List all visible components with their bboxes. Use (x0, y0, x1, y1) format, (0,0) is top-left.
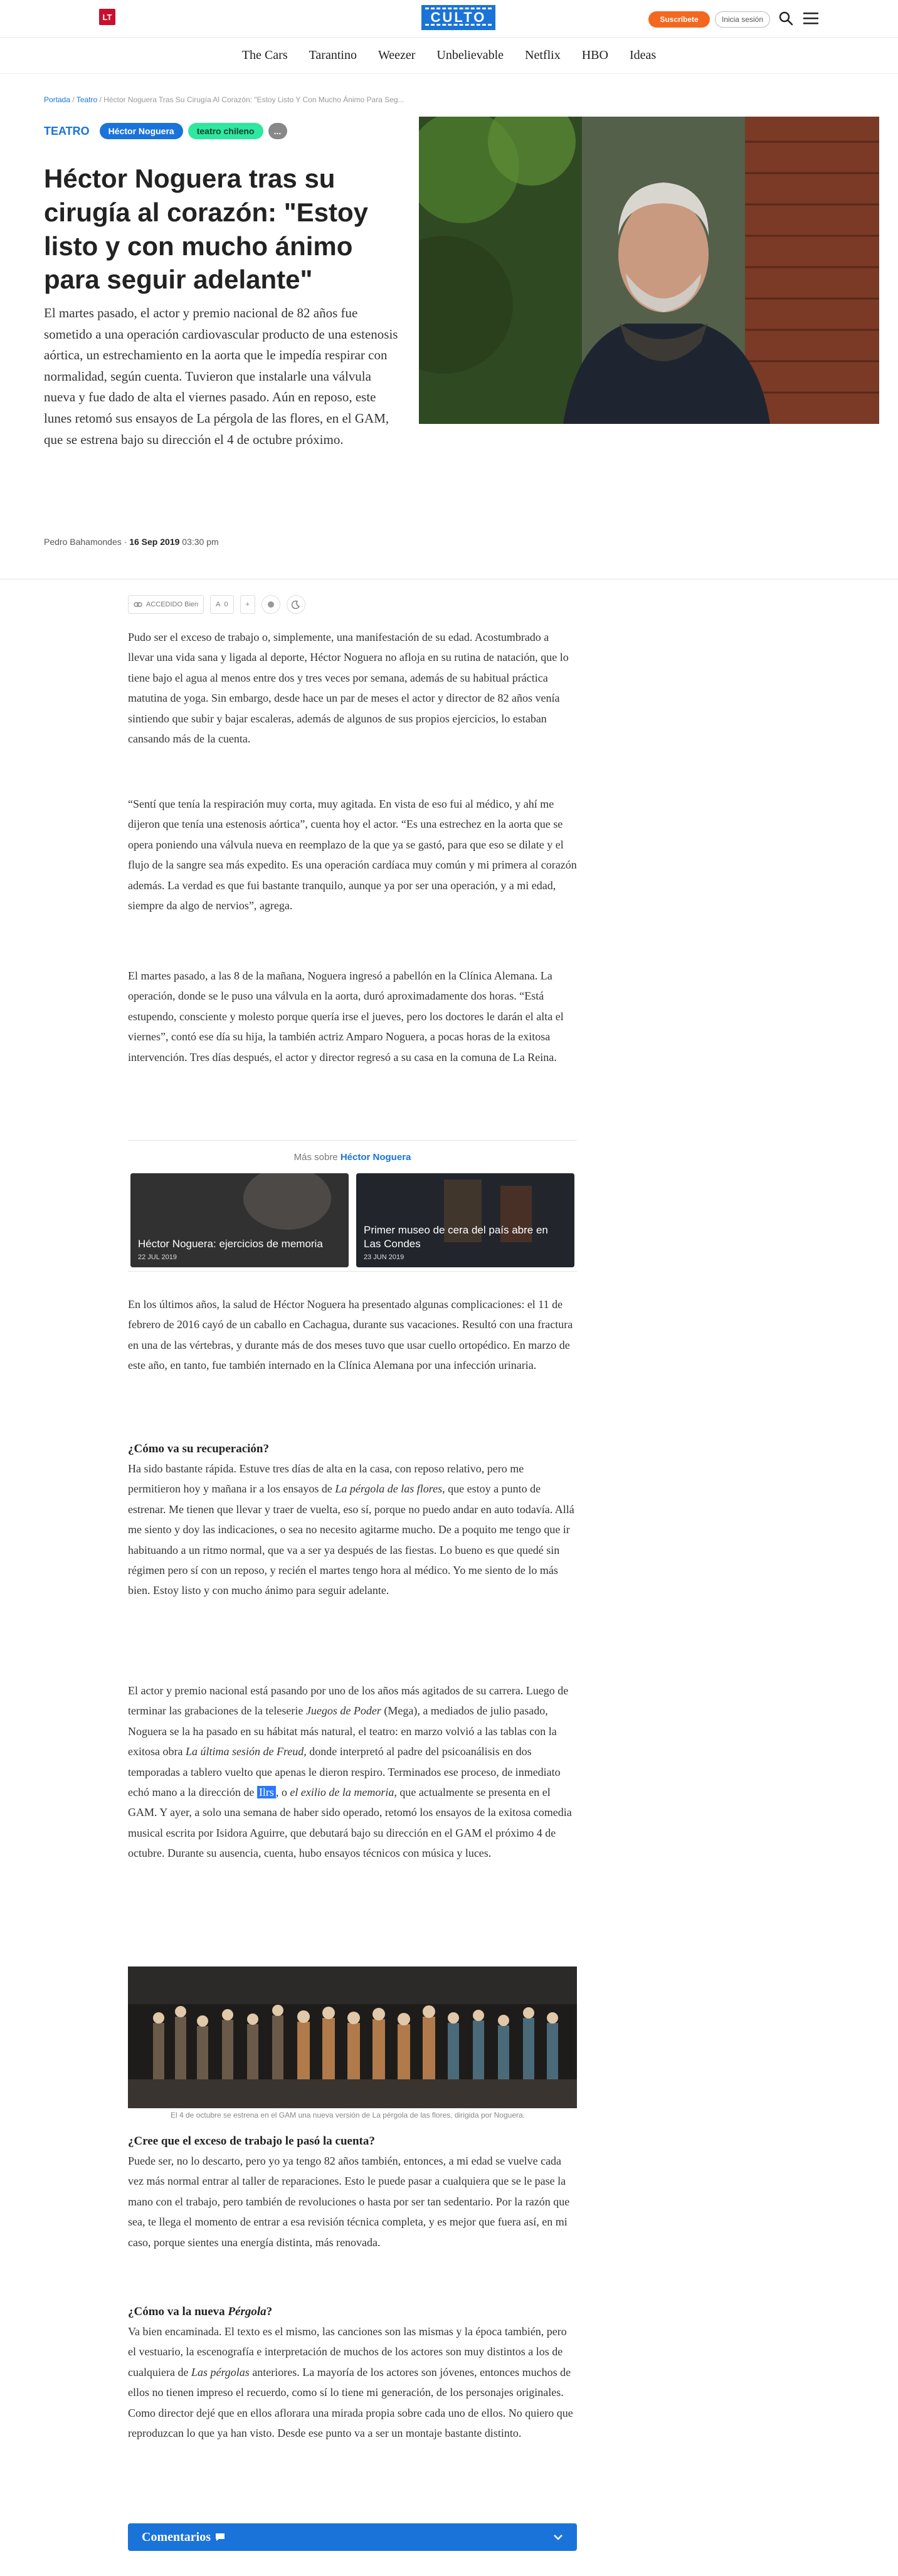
tag-hector-noguera[interactable]: Héctor Noguera (100, 123, 183, 139)
nav-item-ideas[interactable]: Ideas (629, 48, 657, 62)
question-recovery: ¿Cómo va su recuperación? (128, 1442, 269, 1455)
article-hero (0, 74, 898, 579)
hero-photo-hector-noguera (419, 117, 879, 424)
nav-item-tarantino[interactable]: Tarantino (309, 48, 357, 62)
photo-caption: El 4 de octubre se estrena en el GAM una nueva versión de La pérgola de las flores, dirigida por Noguera. (171, 2111, 526, 2119)
menu-icon[interactable] (801, 9, 820, 28)
related-card-1-date: 22 JUL 2019 (138, 1254, 177, 1261)
nav-item-unbelievable[interactable]: Unbelievable (436, 48, 504, 62)
search-icon[interactable] (778, 10, 794, 26)
related-title-prefix: Más sobre (293, 1152, 341, 1163)
publish-date: 16 Sep 2019 (129, 537, 180, 547)
audio-icon (267, 600, 275, 609)
more-tags-button[interactable]: ... (268, 123, 287, 139)
comments-toggle[interactable] (128, 2523, 577, 2551)
tag-list (44, 123, 287, 139)
related-title-tag[interactable]: Héctor Noguera (340, 1152, 411, 1163)
article-paragraph-5 (128, 1681, 577, 1864)
font-size-value: 0 (224, 601, 228, 608)
breadcrumb-current: Héctor Noguera Tras Su Cirugía Al Corazón: "Estoy Listo Y Con Mucho Ánimo Para Seg... (103, 95, 404, 104)
audio-button[interactable] (261, 595, 280, 614)
answer-overwork: Puede ser, no lo descarto, pero yo ya tengo 82 años también, entonces, a mi edad se vuelve cada vez más normal entrar al taller de reparaciones. Esto le puede pasar a cualquiera que se le pase la mano con el trabajo, pero también de revoluciones o hasta por ser tan sedentario. Por la razón que sea, te llega el momento de entrar a esa revisión técnica completa, y es mejor que fuera así, en mi caso, porque sientes una energía distinta, más renovada. (128, 2155, 570, 2249)
subscribe-button[interactable]: Suscríbete (648, 11, 710, 28)
link-icon (134, 601, 142, 608)
question-pergola: ¿Cómo va la nueva Pérgola? (128, 2305, 273, 2318)
dark-mode-button[interactable] (287, 595, 305, 614)
byline: Pedro Bahamondes · 16 Sep 2019 03:30 pm (44, 537, 219, 547)
paragraph-1: Pudo ser el exceso de trabajo o, simplemente, una manifestación de su edad. Acostumbrado a llevar una vida sana y ligada al deporte, Héctor Noguera no afloja en su rutina de natación, que lo tiene bajo el agua al menos entre dos y tres veces por semana, además de su habitual práctica matutina de yoga. Sin embargo, desde hace un par de meses el actor y director de 82 años venía sintiendo que subir y bajar escaleras, además de algunos de sus propios ejercicios, lo estaban cansando más de la cuenta. (128, 631, 569, 745)
related-card-2[interactable] (356, 1173, 574, 1267)
article-paragraph-3 (128, 966, 577, 1067)
font-size-icon: A (216, 601, 221, 608)
qa-pergola (128, 2305, 577, 2443)
related-card-1[interactable] (130, 1173, 349, 1267)
nav-item-netflix[interactable]: Netflix (525, 48, 561, 62)
photo-la-pergola-rehearsal (128, 1966, 577, 2108)
related-title (128, 1152, 577, 1163)
article-paragraph-2 (128, 794, 577, 916)
comments-label: Comentarios (142, 2530, 211, 2544)
highlighted-word: Ilrs (257, 1786, 276, 1798)
main-nav (0, 38, 898, 74)
speech-bubble-icon (214, 2532, 226, 2542)
paragraph-4: En los últimos años, la salud de Héctor Noguera ha presentado algunas complicaciones: el 11 de febrero de 2016 cayó de un caballo en Cachagua, durante sus vacaciones. Resultó con una fractura en una de las vértebras, y durante más de dos meses tuvo que usar cuello ortopédico. En marzo de este año, en tanto, fue también internado en la Clínica Alemana por una infección urinaria. (128, 1298, 573, 1372)
section-tag[interactable]: TEATRO (44, 124, 90, 137)
article-headline: Héctor Noguera tras su cirugía al corazón: "Estoy listo y con mucho ánimo para seguir adelante" (44, 164, 369, 295)
related-articles (128, 1140, 577, 1272)
qa-overwork (128, 2135, 577, 2252)
breadcrumb: Portada / Teatro / Héctor Noguera Tras Su Cirugía Al Corazón: "Estoy Listo Y Con Mucho Ánimo Para Seg... (44, 95, 404, 104)
related-card-2-title: Primer museo de cera del país abre en Las Condes (364, 1223, 548, 1250)
chevron-down-icon (553, 2534, 563, 2540)
plus-icon: + (245, 601, 250, 608)
paragraph-2: “Sentí que tenía la respiración muy corta, muy agitada. En vista de eso fui al médico, y ahí me dijeron que tenía una estenosis aórtica”, cuenta hoy el actor. “Es una estrechez en la aorta que se opera poniendo una válvula nueva en reemplazo de la que ya se gastó, para que eso se dilate y el flujo de la sangre sea más expedito. Es una operación cardíaca muy común y mi primera al corazón además. La verdad es que fui bastante tranquilo, aunque ya por ser una operación, y a mi edad, siempre da algo de nervios”, agrega. (128, 798, 577, 912)
culto-logo[interactable]: CULTO (421, 5, 495, 30)
nav-item-weezer[interactable]: Weezer (378, 48, 416, 62)
article-lead: El martes pasado, el actor y premio nacional de 82 años fue sometido a una operación cardiovascular producto de una estenosis aórtica, un estrechamiento en la aorta que le impedía respirar con normalidad, según cuenta. Tuvieron que instalarle una válvula nueva y fue dado de alta el viernes pasado. Aún en reposo, este lunes retomó sus ensayos de La pérgola de las flores, en el GAM, que se estrena bajo su dirección el 4 de octubre próximo. (44, 305, 398, 447)
qa-recovery (128, 1442, 577, 1601)
answer-recovery: Ha sido bastante rápida. Estuve tres días de alta en la casa, con reposo relativo, pero me permitieron hoy y mañana ir a los ensayos de La pérgola de las flores, que estoy a punto de estrenar. Me tienen que llevar y traer de vuelta, eso sí, porque no puedo andar en auto todavía. Allá me siento y doy las indicaciones, o sea no necesito agitarme mucho. De a poquito me tengo que ir habituando a un ritmo normal, que va a ser ya después de las fiestas. Lo bueno es que quedé sin régimen pero sí con un reposo, y recién el martes tengo hora al médico. Yo me siento de lo más bien. Estoy listo y con mucho ánimo para seguir adelante. (128, 1462, 574, 1597)
breadcrumb-home[interactable]: Portada (44, 95, 71, 104)
font-size-control[interactable] (210, 595, 233, 614)
article-paragraph-1 (128, 627, 577, 749)
login-button[interactable]: Inicia sesión (715, 11, 770, 28)
accessibility-label: ACCEDIDO Bien (146, 601, 199, 608)
breadcrumb-section[interactable]: Teatro (76, 95, 98, 104)
article-paragraph-4 (128, 1294, 577, 1376)
moon-icon (292, 600, 300, 609)
paragraph-3: El martes pasado, a las 8 de la mañana, Noguera ingresó a pabellón en la Clínica Alemana. La operación, donde se le puso una válvula en la aorta, duró aproximadamente dos horas. “Está estupendo, consciente y molesto porque quería irse el jueves, pero los doctores le darán el alta el viernes”, contó ese día su hija, la también actriz Amparo Noguera, a pocas horas de la exitosa intervención. Tres días después, el actor y director regresó a su casa en la comuna de La Reina. (128, 969, 564, 1064)
paragraph-5: El actor y premio nacional está pasando por uno de los años más agitados de su carrera. Luego de terminar las grabaciones de la teleserie Juegos de Poder (Mega), a mediados de julio pasado, Noguera se la ha pasado en su hábitat más natural, el teatro: en marzo volvió a las tablas con la exitosa obra La última sesión de Freud, donde interpretó al padre del psicoanálisis en dos temporadas a tablero vuelto que apenas le dieron respiro. Terminados ese proceso, de inmediato echó mano a la dirección de Ilrs , o el exilio de la memoria, que actualmente se presenta en el GAM. Y ayer, a solo una semana de haber sido operado, retomó los ensayos de la exitosa comedia musical escrita por Isidora Aguirre, que debutará bajo su dirección en el GAM el próximo 4 de octubre. Durante su ausencia, cuenta, hubo ensayos técnicos con música y luces. (128, 1684, 572, 1860)
author-name[interactable]: Pedro Bahamondes (44, 537, 122, 547)
accessibility-button[interactable] (128, 595, 204, 614)
font-size-increase-button[interactable] (240, 595, 255, 614)
la-tercera-logo[interactable]: LT (99, 9, 115, 25)
related-card-2-date: 23 JUN 2019 (364, 1254, 404, 1261)
article-toolbar (128, 593, 316, 616)
publish-time: 03:30 pm (182, 537, 219, 547)
nav-item-the-cars[interactable]: The Cars (241, 48, 288, 62)
question-overwork: ¿Cree que el exceso de trabajo le pasó la cuenta? (128, 2135, 375, 2148)
top-bar (0, 0, 898, 38)
tag-teatro-chileno[interactable]: teatro chileno (188, 123, 263, 139)
nav-item-hbo[interactable]: HBO (581, 48, 608, 62)
related-card-1-title: Héctor Noguera: ejercicios de memoria (138, 1237, 323, 1250)
answer-pergola: Va bien encaminada. El texto es el mismo, las canciones son las mismas y la época también, pero el vestuario, la escenografía e interpretación de muchos de los actores son muy distintos a los de cualquiera de Las pérgolas anteriores. La mayoría de los actores son jóvenes, entonces muchos de ellos no tienen impreso el recuerdo, como sí lo tiene mi generación, de los personajes originales. Como director dejé que en ellos aflorara una mirada propia sobre cada uno de ellos. No quiero que reproduzcan lo que ya han visto. Desde ese punto va a ser un montaje bastante distinto. (128, 2325, 573, 2439)
